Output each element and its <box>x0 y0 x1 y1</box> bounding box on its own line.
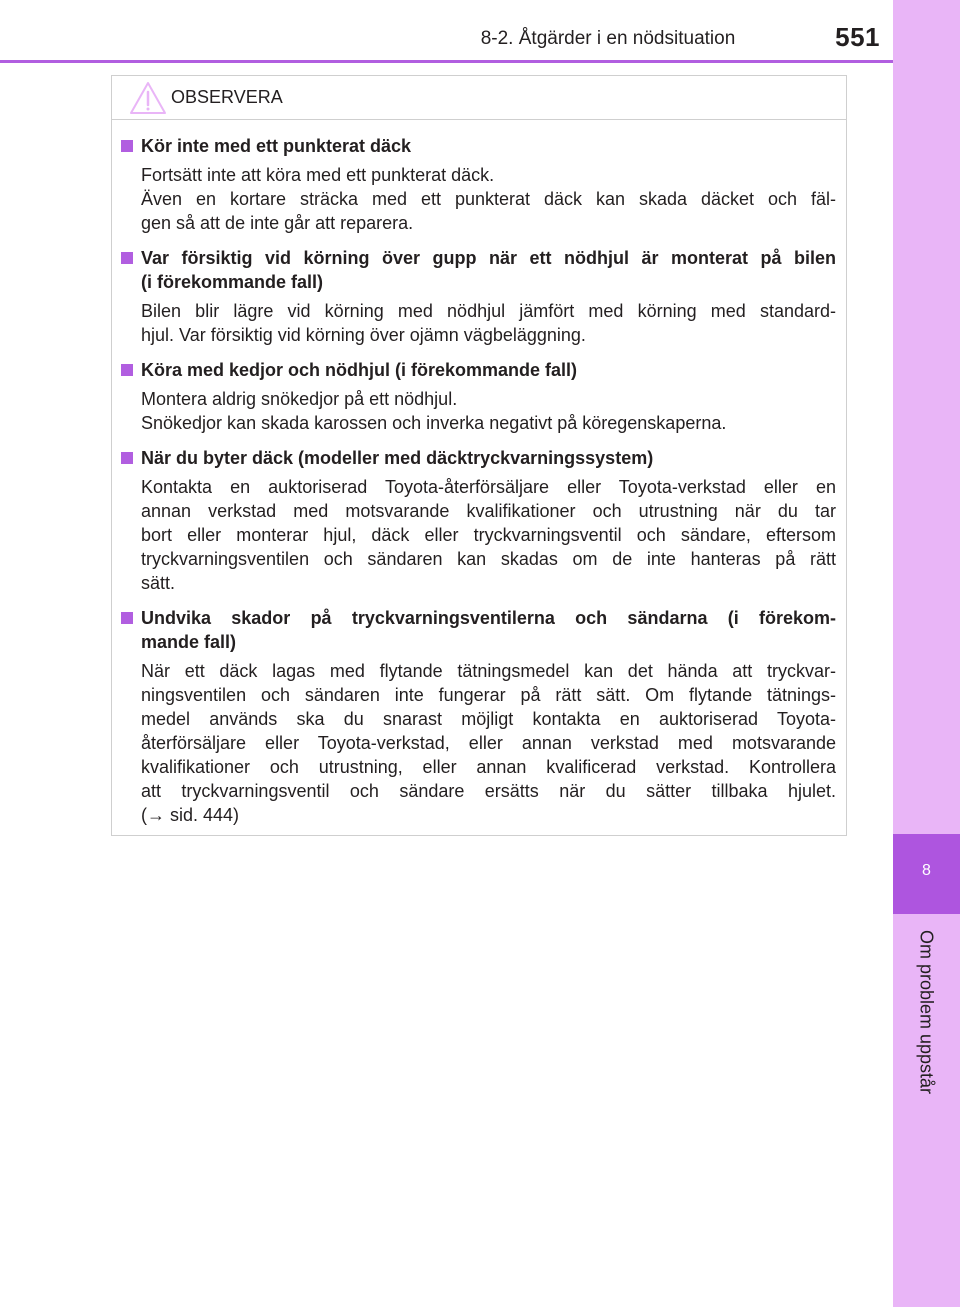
paragraph-line: Bilen blir lägre vid körning med nödhjul jämfört med körning med standard- <box>141 301 836 321</box>
notice-header <box>112 76 846 120</box>
paragraph-line: När ett däck lagas med flytande tätningsmedel kan det hända att tryckvar- <box>141 661 836 681</box>
heading-text <box>141 134 836 158</box>
paragraph-line: annan verkstad med motsvarande kvalifikationer och utrustning när du tar <box>141 501 836 521</box>
paragraph-line: sätt. <box>141 573 176 593</box>
paragraph-line: Även en kortare sträcka med ett punkterat däck kan skada däcket och fäl- <box>141 189 836 209</box>
paragraph-line: att tryckvarningsventil och sändare ersätts när du sätter tillbaka hjulet. <box>141 781 836 801</box>
notice-item-paragraph <box>141 475 836 595</box>
notice-item <box>121 134 836 235</box>
paragraph-line: Montera aldrig snökedjor på ett nödhjul. <box>141 389 458 409</box>
paragraph-line: återförsäljare eller Toyota-verkstad, eller annan verkstad med motsvarande <box>141 733 836 753</box>
heading-line: När du byter däck (modeller med däcktryckvarningssystem) <box>141 448 654 468</box>
chapter-title: Om problem uppstår <box>916 929 937 1095</box>
notice-item <box>121 446 836 595</box>
notice-item-paragraph <box>141 659 836 827</box>
notice-item-paragraph <box>141 163 836 187</box>
notice-item <box>121 606 836 827</box>
chapter-side-tab <box>893 0 960 1307</box>
paragraph-line: hjul. Var försiktig vid körning över ojämn vägbeläggning. <box>141 325 586 345</box>
notice-item-paragraph <box>141 387 836 411</box>
paragraph-line: (→ sid. 444) <box>141 805 240 825</box>
notice-body <box>112 134 846 838</box>
paragraph-line: medel används ska du snarast möjligt kontakta en auktoriserad Toyota- <box>141 709 836 729</box>
bullet-square-icon <box>121 364 133 376</box>
chapter-number: 8 <box>922 862 931 879</box>
bullet-square-icon <box>121 252 133 264</box>
heading-line: Köra med kedjor och nödhjul (i förekommande fall) <box>141 360 578 380</box>
paragraph-line: Snökedjor kan skada karossen och inverka negativt på köregenskaperna. <box>141 413 727 433</box>
notice-item-heading <box>121 606 836 654</box>
paragraph-line: Kontakta en auktoriserad Toyota-återförsäljare eller Toyota-verkstad eller en <box>141 477 836 497</box>
heading-text <box>141 246 836 294</box>
notice-item-heading <box>121 246 836 294</box>
heading-text <box>141 606 836 654</box>
bullet-square-icon <box>121 452 133 464</box>
notice-box <box>111 75 847 836</box>
notice-label: OBSERVERA <box>171 87 283 107</box>
paragraph-line: Fortsätt inte att köra med ett punkterat däck. <box>141 165 495 185</box>
notice-item-heading <box>121 134 836 158</box>
heading-text <box>141 358 836 382</box>
notice-item-paragraph <box>141 187 836 235</box>
paragraph-line: tryckvarningsventilen och sändaren kan skadas om de inte hanteras på rätt <box>141 549 836 569</box>
page-number: 551 <box>835 22 880 52</box>
heading-text <box>141 446 836 470</box>
heading-line: Undvika skador på tryckvarningsventilerna och sändarna (i förekom- <box>141 608 836 628</box>
paragraph-line: bort eller monterar hjul, däck eller tryckvarningsventil och sändare, eftersom <box>141 525 836 545</box>
notice-item <box>121 246 836 347</box>
heading-line: (i förekommande fall) <box>141 272 324 292</box>
warning-triangle-icon <box>129 81 167 115</box>
notice-item-paragraph <box>141 299 836 347</box>
heading-line: Var försiktig vid körning över gupp när ett nödhjul är monterat på bilen <box>141 248 836 268</box>
paragraph-line: ningsventilen och sändaren inte fungerar på rätt sätt. Om flytande tätnings- <box>141 685 836 705</box>
notice-item <box>121 358 836 435</box>
header-rule <box>0 60 893 63</box>
notice-item-heading <box>121 446 836 470</box>
paragraph-line: gen så att de inte går att reparera. <box>141 213 414 233</box>
section-title: 8-2. Åtgärder i en nödsituation <box>480 28 736 49</box>
heading-line: mande fall) <box>141 632 237 652</box>
heading-line: Kör inte med ett punkterat däck <box>141 136 412 156</box>
notice-item-paragraph <box>141 411 836 435</box>
notice-item-heading <box>121 358 836 382</box>
bullet-square-icon <box>121 612 133 624</box>
bullet-square-icon <box>121 140 133 152</box>
paragraph-line: kvalifikationer och utrustning, eller annan kvalificerad verkstad. Kontrollera <box>141 757 836 777</box>
